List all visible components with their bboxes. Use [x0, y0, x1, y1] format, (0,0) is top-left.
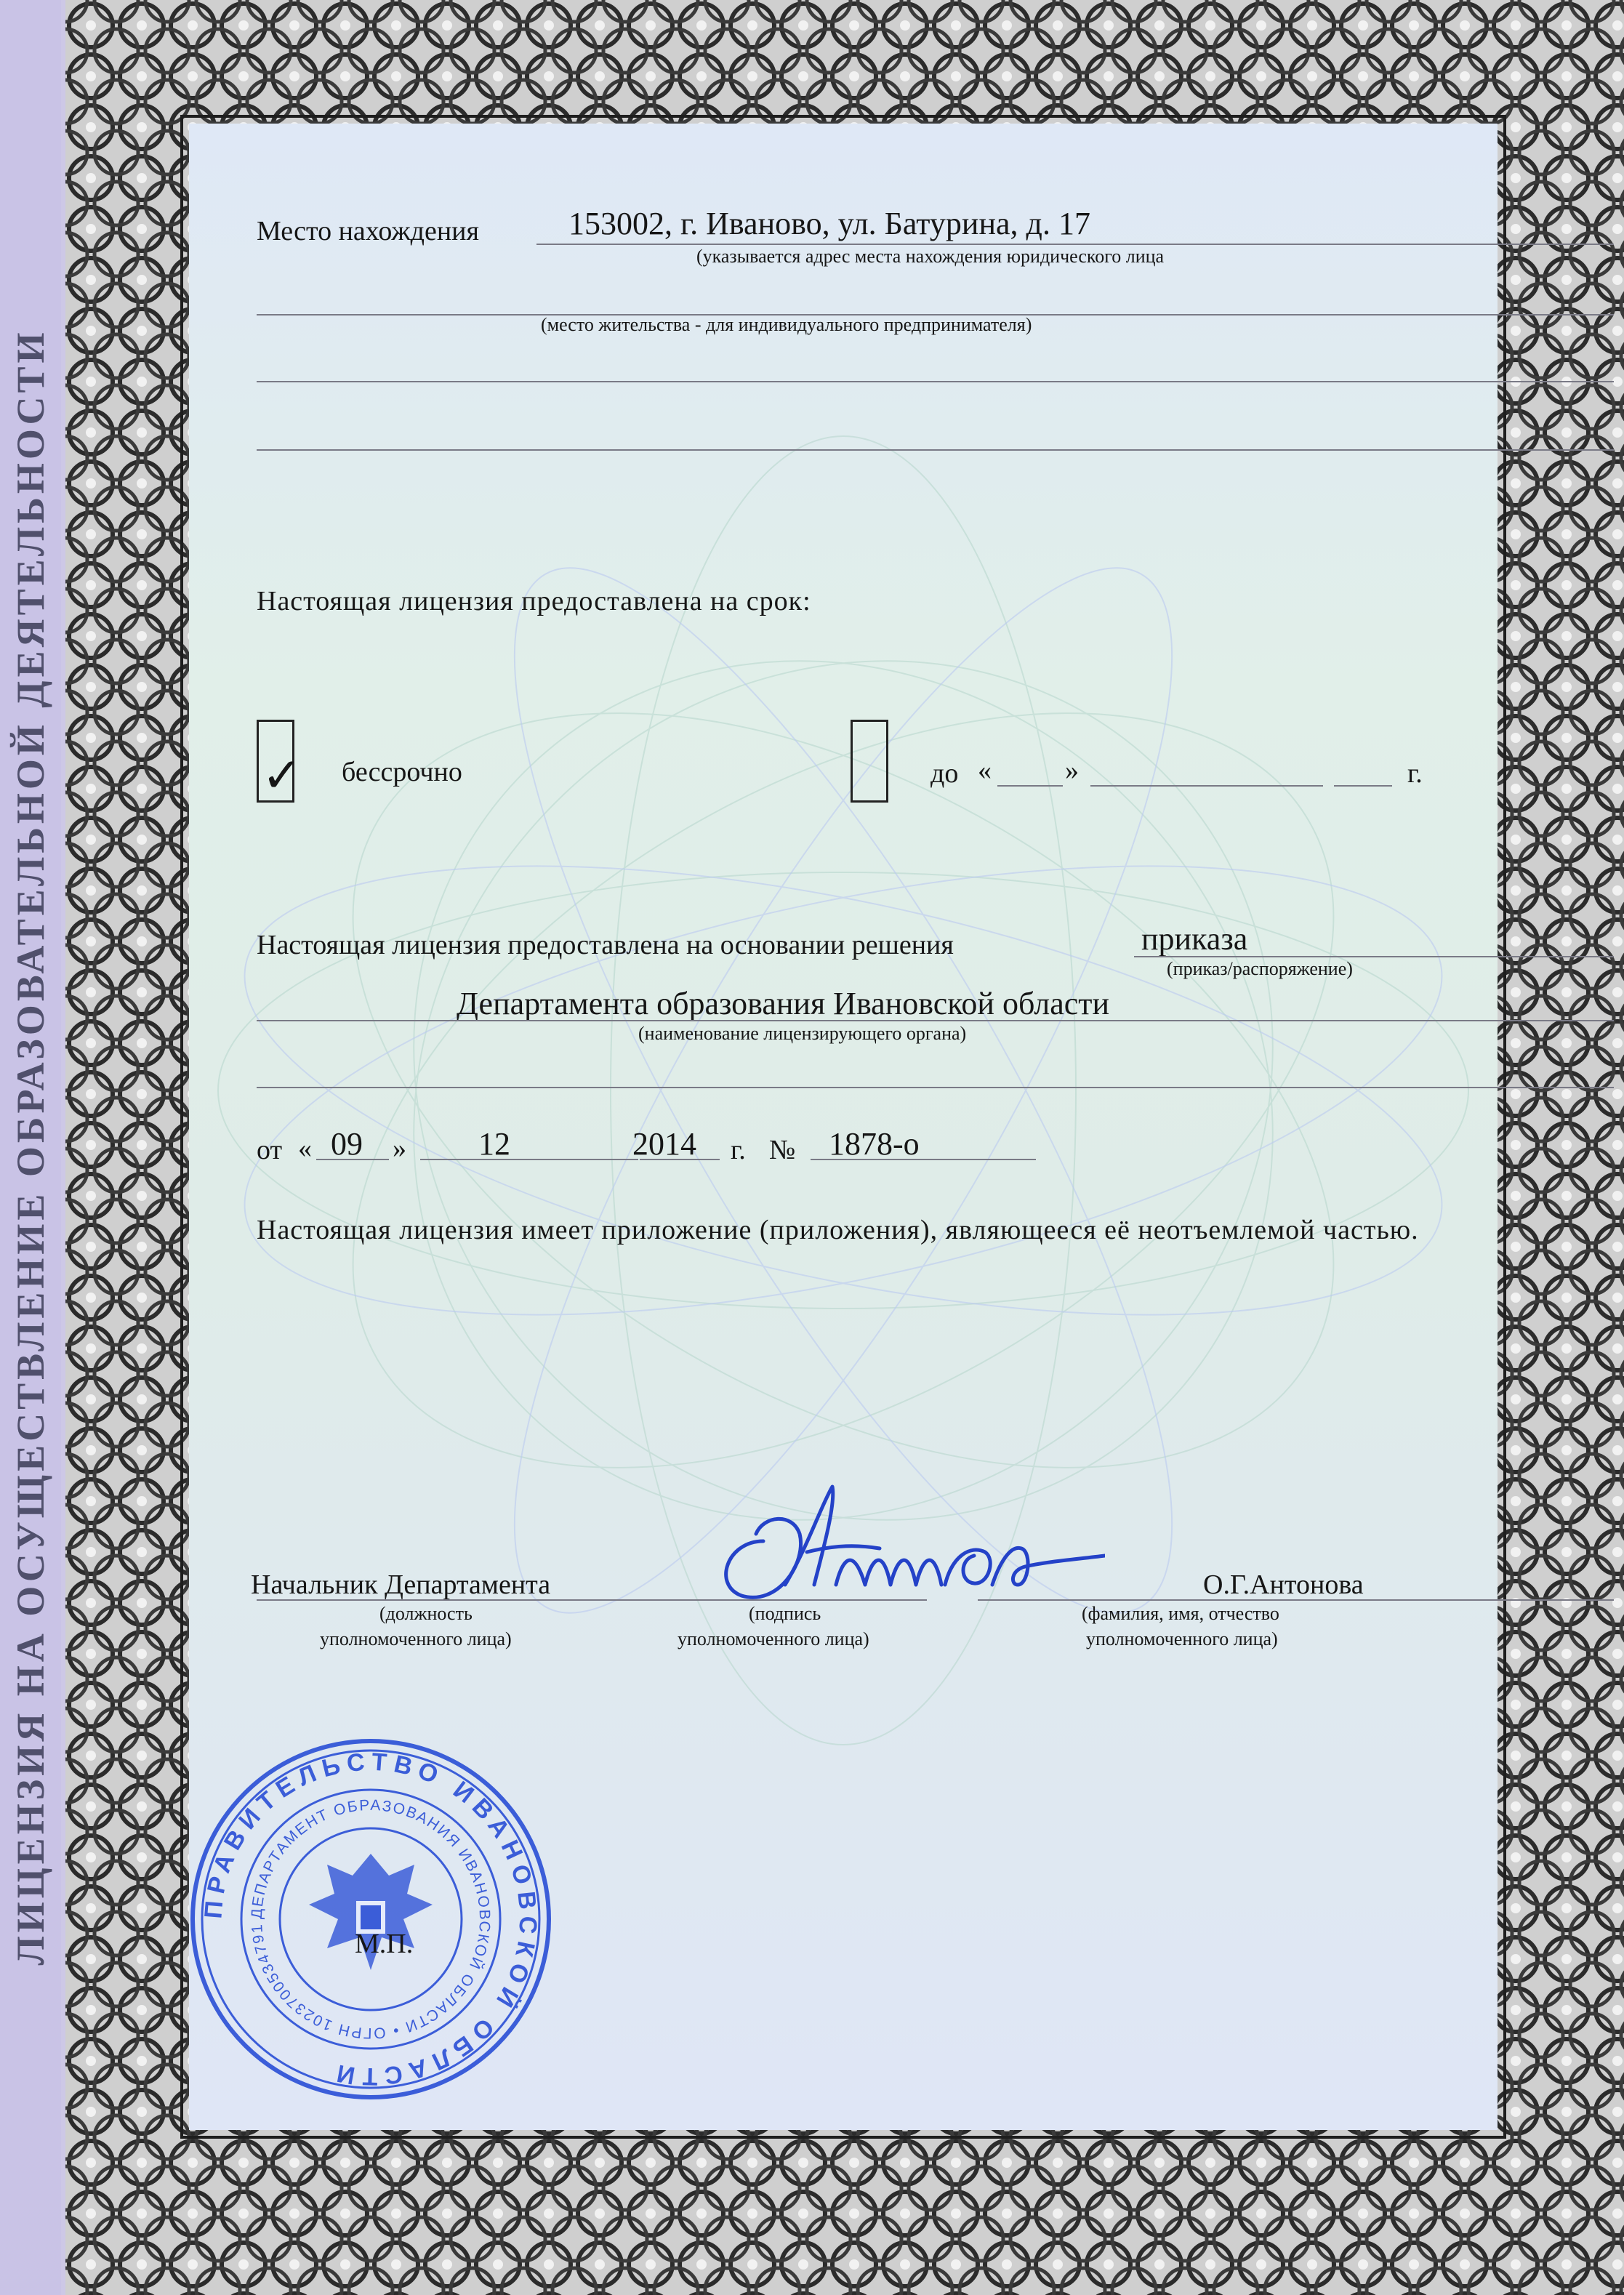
side-title-strip — [0, 0, 61, 2295]
location-value: 153002, г. Иваново, ул. Батурина, д. 17 — [568, 206, 1090, 241]
until-prefix: до — [930, 758, 959, 789]
location-line — [536, 244, 1614, 245]
authority-line — [257, 1020, 1614, 1021]
svg-text:ПРАВИТЕЛЬСТВО ИВАНОВСКОЙ ОБЛАС: ПРАВИТЕЛЬСТВО ИВАНОВСКОЙ ОБЛАСТИ — [199, 1748, 542, 2091]
order-month: 12 — [478, 1126, 510, 1162]
order-number: 1878-о — [829, 1126, 920, 1162]
position-hint-2: уполномоченного лица) — [320, 1628, 512, 1649]
location-hint-legal: (указывается адрес места нахождения юридического лица — [696, 246, 1165, 267]
until-quote-open: « — [978, 755, 992, 786]
order-month-line — [420, 1159, 638, 1160]
handwritten-signature — [698, 1476, 1105, 1621]
until-quote-close: » — [1065, 755, 1079, 786]
side-title: ЛИЦЕНЗИЯ НА ОСУЩЕСТВЛЕНИЕ ОБРАЗОВАТЕЛЬНОЙ ДЕЯТЕЛЬНОСТИ — [9, 329, 52, 1966]
order-year-line — [640, 1159, 720, 1160]
document-body — [189, 124, 1498, 2130]
decision-type-hint: (приказ/распоряжение) — [1167, 958, 1353, 979]
position-hint-1: (должность — [379, 1603, 473, 1624]
location-label: Место нахождения — [257, 216, 479, 246]
authority-name: Департамента образования Ивановской области — [457, 986, 1110, 1021]
order-number-line — [811, 1159, 1036, 1160]
official-stamp — [182, 1730, 560, 2108]
order-day-line — [316, 1159, 389, 1160]
appendix-note: Настоящая лицензия имеет приложение (приложения), являющееся её неотъемлемой частью. — [257, 1215, 1419, 1245]
authority-line-2 — [257, 1087, 1614, 1088]
indefinite-checkmark: ✓ — [262, 749, 302, 803]
until-month-line — [1090, 785, 1323, 787]
until-checkbox — [851, 720, 888, 803]
location-line-3 — [257, 381, 1614, 382]
signer-position: Начальник Департамента — [251, 1569, 551, 1600]
order-from-label: от — [257, 1135, 283, 1165]
until-year-suffix: г. — [1407, 758, 1423, 789]
svg-text:ДЕПАРТАМЕНТ ОБРАЗОВАНИЯ ИВАНОВ: ДЕПАРТАМЕНТ ОБРАЗОВАНИЯ ИВАНОВСКОЙ ОБЛАСТИ • ОГРН 1023700534791 — [248, 1796, 494, 2042]
authority-hint: (наименование лицензирующего органа) — [638, 1023, 967, 1044]
indefinite-label: бессрочно — [342, 757, 462, 787]
until-day-line — [997, 785, 1063, 787]
order-year-suffix: г. — [731, 1135, 746, 1165]
order-year: 2014 — [632, 1126, 696, 1162]
order-number-sign: № — [769, 1135, 796, 1165]
order-quote-close: » — [393, 1133, 406, 1164]
name-hint-1: (фамилия, имя, отчество — [1082, 1603, 1279, 1624]
until-year-line — [1334, 785, 1392, 787]
position-line — [257, 1599, 671, 1601]
location-line-4 — [257, 449, 1614, 451]
signature-hint-2: уполномоченного лица) — [678, 1628, 869, 1649]
signature-hint-1: (подпись — [749, 1603, 821, 1624]
basis-heading: Настоящая лицензия предоставлена на основании решения — [257, 930, 954, 960]
name-hint-2: уполномоченного лица) — [1086, 1628, 1278, 1649]
order-quote-open: « — [298, 1133, 312, 1164]
order-day: 09 — [331, 1126, 363, 1162]
seal-place-label: М.П. — [355, 1929, 414, 1959]
term-heading: Настоящая лицензия предоставлена на срок: — [257, 586, 811, 616]
decision-type: приказа — [1141, 921, 1248, 957]
decision-type-line — [1134, 956, 1614, 957]
signer-name: О.Г.Антонова — [1203, 1569, 1364, 1600]
location-hint-individual: (место жительства - для индивидуального предпринимателя) — [541, 314, 1032, 335]
